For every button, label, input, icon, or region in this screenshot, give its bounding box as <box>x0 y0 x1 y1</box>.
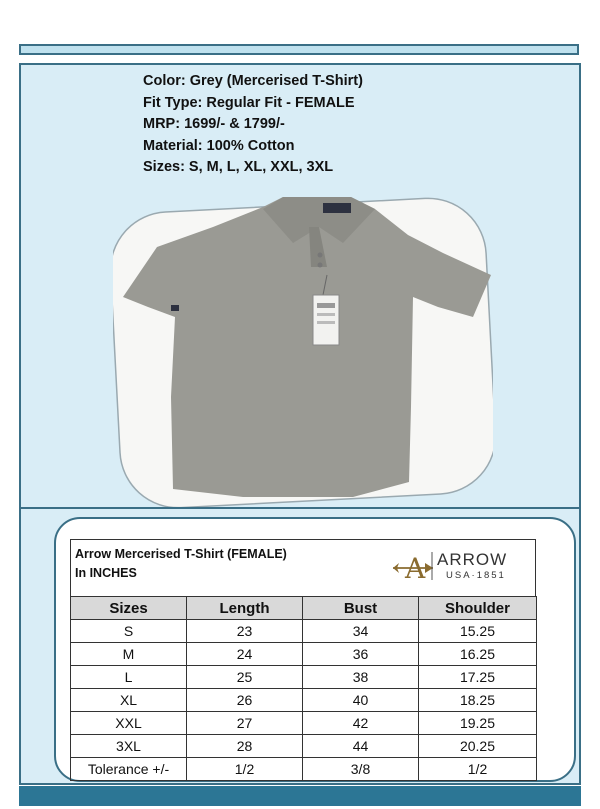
length-cell: 25 <box>187 666 303 689</box>
table-row <box>71 643 537 666</box>
bust-cell: 40 <box>303 689 419 712</box>
bust-cell: 44 <box>303 735 419 758</box>
size-chart-title: Arrow Mercerised T-Shirt (FEMALE) <box>75 547 287 561</box>
arrow-emblem-icon <box>391 548 435 582</box>
size-cell: XL <box>71 689 187 712</box>
size-chart-card <box>54 517 576 782</box>
shoulder-cell: 16.25 <box>419 643 537 666</box>
bust-tolerance: 3/8 <box>303 758 419 781</box>
length-cell: 23 <box>187 620 303 643</box>
length-cell: 26 <box>187 689 303 712</box>
length-cell: 28 <box>187 735 303 758</box>
bust-cell: 42 <box>303 712 419 735</box>
arrow-brand-name: ARROW <box>437 550 508 569</box>
size-table <box>70 596 537 781</box>
shoulder-cell: 18.25 <box>419 689 537 712</box>
bust-cell: 38 <box>303 666 419 689</box>
shoulder-cell: 20.25 <box>419 735 537 758</box>
top-banner-bar <box>19 44 579 55</box>
spec-mrp: MRP: 1699/- & 1799/- <box>143 116 285 132</box>
size-cell: M <box>71 643 187 666</box>
size-chart-header <box>70 539 536 596</box>
column-header-sizes: Sizes <box>71 597 187 620</box>
size-cell: XXL <box>71 712 187 735</box>
tolerance-label: Tolerance +/- <box>71 758 187 781</box>
table-row <box>71 712 537 735</box>
arrow-logo <box>391 548 529 582</box>
spec-fit-type: Fit Type: Regular Fit - FEMALE <box>143 94 355 111</box>
bust-cell: 36 <box>303 643 419 666</box>
bust-cell: 34 <box>303 620 419 643</box>
table-row <box>71 666 537 689</box>
table-row <box>71 735 537 758</box>
product-photo <box>113 197 493 507</box>
size-cell: 3XL <box>71 735 187 758</box>
svg-text:A: A <box>405 552 426 582</box>
spec-sizes: Sizes: S, M, L, XL, XXL, 3XL <box>143 159 334 175</box>
size-chart-panel <box>19 509 581 785</box>
size-cell: L <box>71 666 187 689</box>
size-cell: S <box>71 620 187 643</box>
column-header-bust: Bust <box>303 597 419 620</box>
shoulder-cell: 17.25 <box>419 666 537 689</box>
shoulder-cell: 19.25 <box>419 712 537 735</box>
bottom-banner-bar <box>19 786 581 806</box>
product-spec-list <box>143 71 363 179</box>
spec-color: Color: Grey (Mercerised T-Shirt) <box>143 73 363 89</box>
spec-material: Material: 100% Cotton <box>143 137 295 154</box>
size-table-header-row <box>71 597 537 620</box>
tolerance-row <box>71 758 537 781</box>
shoulder-tolerance: 1/2 <box>419 758 537 781</box>
length-cell: 27 <box>187 712 303 735</box>
size-chart <box>70 539 536 781</box>
length-tolerance: 1/2 <box>187 758 303 781</box>
column-header-shoulder: Shoulder <box>419 597 537 620</box>
arrow-brand-subtitle: USA·1851 <box>446 570 506 581</box>
table-row <box>71 689 537 712</box>
size-chart-unit: In INCHES <box>75 566 137 580</box>
table-row <box>71 620 537 643</box>
product-info-panel <box>19 63 581 509</box>
length-cell: 24 <box>187 643 303 666</box>
column-header-length: Length <box>187 597 303 620</box>
shoulder-cell: 15.25 <box>419 620 537 643</box>
